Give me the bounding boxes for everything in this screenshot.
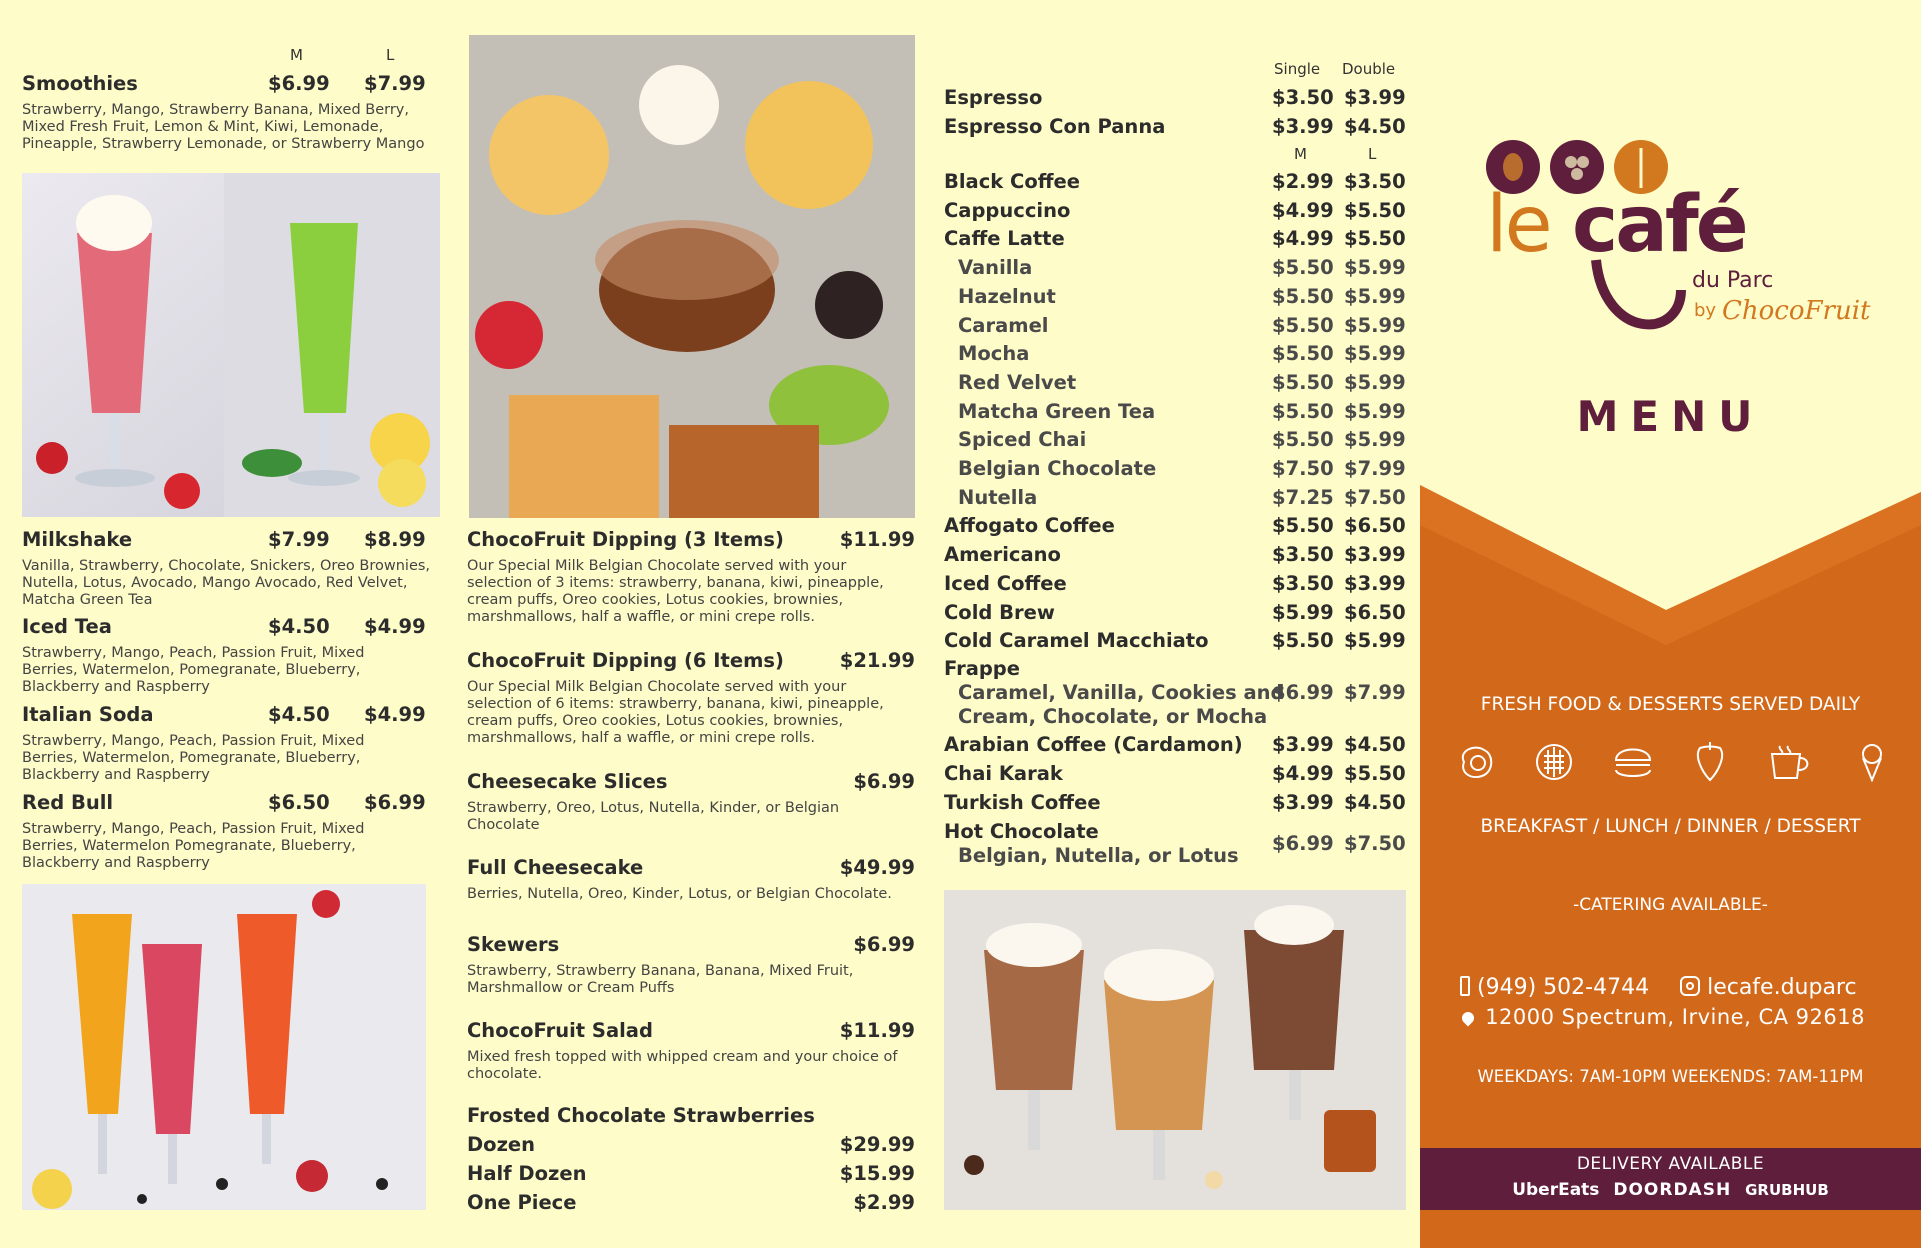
item-name: Affogato Coffee — [944, 514, 1115, 538]
coffee-menu-row — [944, 285, 1404, 313]
item-name: Skewers — [467, 933, 560, 956]
doordash-logo[interactable]: DOORDASH — [1613, 1180, 1732, 1200]
item-name: Hazelnut — [958, 284, 1056, 308]
price-l: $7.99 — [364, 72, 426, 95]
price-double: $4.50 — [1344, 115, 1406, 138]
brand-panel — [1420, 0, 1921, 1248]
italian-soda-desc: Strawberry, Mango, Peach, Passion Fruit, Mixed Berries, Watermelon, Pomegranate, Blueberry, Blackberry and Raspberry — [22, 733, 365, 783]
item-name: Iced Coffee — [944, 571, 1067, 595]
hours-line: WEEKDAYS: 7AM-10PM WEEKENDS: 7AM-11PM — [1477, 1067, 1864, 1086]
item-price: $49.99 — [839, 856, 915, 879]
italian-soda-photo — [22, 884, 426, 1210]
ubereats-logo[interactable]: UberEats — [1512, 1180, 1600, 1200]
price-l: $4.99 — [364, 703, 426, 726]
item-name: Matcha Green Tea — [958, 399, 1156, 423]
fried-egg-icon — [1463, 748, 1491, 777]
price-l: $7.50 — [1344, 832, 1406, 855]
price-l: $3.99 — [1344, 571, 1406, 595]
item-name: Mocha — [958, 342, 1030, 366]
item-options: Cream, Chocolate, or Mocha — [958, 705, 1268, 728]
hot-chocolate-options-row — [944, 832, 1406, 872]
price-m: $6.50 — [268, 791, 330, 814]
coffee-menu-row — [944, 733, 1404, 761]
item-price: $6.99 — [853, 770, 915, 793]
smoothies-desc: Strawberry, Mango, Strawberry Banana, Mixed Berry, Mixed Fresh Fruit, Lemon & Mint, Kiwi, Lemonade, Pineapple, Strawberry Lemonade, or Strawberry Mango — [22, 102, 425, 152]
skewers-row — [467, 933, 915, 959]
price-m: $5.50 — [1272, 399, 1334, 423]
column-coffee — [944, 0, 1414, 1248]
item-price: $6.99 — [853, 933, 915, 956]
item-name: Espresso Con Panna — [944, 115, 1166, 138]
price-l: $4.50 — [1344, 733, 1406, 756]
price-l: $5.99 — [1344, 370, 1406, 394]
location-pin-icon — [1460, 1010, 1477, 1027]
coffee-menu-row — [944, 457, 1404, 485]
size-l-label: L — [386, 46, 395, 64]
price-m: $5.50 — [1272, 313, 1334, 337]
price-m: $6.99 — [268, 72, 330, 95]
phone-icon — [1460, 976, 1470, 996]
item-options: Belgian, Nutella, or Lotus — [958, 844, 1239, 867]
ice-cream-icon — [1863, 745, 1881, 780]
item-options: Caramel, Vanilla, Cookies and — [958, 681, 1285, 704]
dip3-row — [467, 528, 915, 554]
cheesecake-slices-desc: Strawberry, Oreo, Lotus, Nutella, Kinder, or Belgian Chocolate — [467, 800, 840, 833]
item-name: Nutella — [958, 485, 1038, 509]
price-l: $8.99 — [364, 528, 426, 551]
price-m: $6.99 — [1272, 832, 1334, 855]
price-l: $3.99 — [1344, 543, 1406, 567]
price-m: $4.50 — [268, 703, 330, 726]
smoothies-photo — [22, 173, 440, 517]
item-name: Half Dozen — [467, 1162, 587, 1185]
logo-le: le — [1486, 180, 1550, 270]
food-icons-row — [1458, 742, 1898, 782]
item-name: Americano — [944, 543, 1061, 567]
price-l: $6.50 — [1344, 514, 1406, 538]
cheesecake-slices-row — [467, 770, 915, 796]
italian-soda-row — [22, 703, 442, 729]
coffee-menu-row — [944, 170, 1404, 198]
item-name: Red Bull — [22, 791, 114, 814]
item-name: Cold Caramel Macchiato — [944, 629, 1209, 653]
item-name: Iced Tea — [22, 615, 112, 638]
coffee-menu-row — [944, 543, 1404, 571]
item-name: Milkshake — [22, 528, 133, 551]
espresso-row — [944, 86, 1404, 114]
delivery-title: DELIVERY AVAILABLE — [1576, 1154, 1765, 1174]
dip6-row — [467, 649, 915, 675]
delivery-partners — [1420, 1180, 1921, 1200]
iced-tea-desc: Strawberry, Mango, Peach, Passion Fruit, Mixed Berries, Watermelon, Pomegranate, Blueberry, Blackberry and Raspberry — [22, 645, 365, 695]
size-m-label: M — [290, 46, 303, 64]
price-l: $5.99 — [1344, 629, 1406, 653]
logo — [1486, 140, 1871, 360]
price-l: $3.50 — [1344, 170, 1406, 193]
item-name: ChocoFruit Dipping (6 Items) — [467, 649, 784, 672]
coffee-menu-row — [944, 314, 1404, 342]
coffee-menu-row — [944, 400, 1404, 428]
price-l: $6.50 — [1344, 600, 1406, 624]
frappe-options-row-2 — [944, 705, 1404, 733]
menu-title: MENU — [1576, 392, 1765, 441]
dip3-desc: Our Special Milk Belgian Chocolate served with your selection of 3 items: strawberry, banana, kiwi, pineapple, cream puffs, Oreo cookies, Lotus cookies, brownies, marshmallows, half a waffle, or mini crepe rolls. — [467, 558, 884, 625]
item-name: Caramel — [958, 313, 1049, 337]
full-cheesecake-row — [467, 856, 915, 882]
price-m: $5.50 — [1272, 428, 1334, 452]
meals-line: BREAKFAST / LUNCH / DINNER / DESSERT — [1480, 816, 1861, 837]
price-m: $4.99 — [1272, 227, 1334, 251]
item-name: ChocoFruit Salad — [467, 1019, 653, 1042]
price-l: $5.99 — [1344, 428, 1406, 452]
price-m: $7.25 — [1272, 485, 1334, 509]
logo-cafe: café — [1572, 180, 1746, 270]
coffee-menu-row — [944, 514, 1404, 542]
milkshake-desc: Vanilla, Strawberry, Chocolate, Snickers, Oreo Brownies, Nutella, Lotus, Avocado, Mango Avocado, Red Velvet, Matcha Green Tea — [22, 558, 431, 608]
smoothies-row — [22, 72, 442, 98]
burger-icon — [1616, 750, 1650, 777]
item-price: $2.99 — [853, 1191, 915, 1214]
item-name: Espresso — [944, 86, 1043, 109]
coffee-menu-row — [944, 791, 1404, 819]
coffee-menu-row — [944, 342, 1404, 370]
catering-line: -CATERING AVAILABLE- — [1573, 895, 1768, 915]
coffee-menu-row — [944, 371, 1404, 399]
item-name: Arabian Coffee (Cardamon) — [944, 733, 1243, 756]
logo-chocofruit: ChocoFruit — [1722, 296, 1871, 326]
price-l: $7.99 — [1344, 681, 1406, 704]
item-name: Smoothies — [22, 72, 138, 95]
salad-row — [467, 1019, 915, 1045]
instagram-handle[interactable]: lecafe.duparc — [1707, 975, 1857, 1000]
price-l: $4.99 — [364, 615, 426, 638]
price-l: $7.50 — [1344, 485, 1406, 509]
item-name: ChocoFruit Dipping (3 Items) — [467, 528, 784, 551]
espresso-con-panna-row — [944, 115, 1404, 143]
price-m: $5.50 — [1272, 342, 1334, 366]
address[interactable]: 12000 Spectrum, Irvine, CA 92618 — [1485, 1005, 1865, 1029]
frosted-title — [467, 1104, 915, 1130]
frosted-one-piece-row — [467, 1191, 915, 1217]
price-double: $3.99 — [1344, 86, 1406, 109]
price-m: $3.50 — [1272, 543, 1334, 567]
price-single: $3.50 — [1272, 86, 1334, 109]
item-price: $15.99 — [839, 1162, 915, 1185]
frosted-dozen-row — [467, 1133, 915, 1159]
coffee-menu-row — [944, 227, 1404, 255]
chocofruit-dipping-photo — [469, 35, 915, 518]
size-double-label: Double — [1342, 60, 1396, 78]
skewers-desc: Strawberry, Strawberry Banana, Banana, Mixed Fruit, Marshmallow or Cream Puffs — [467, 963, 854, 996]
coffee-cup-icon — [1772, 746, 1807, 778]
item-name: Chai Karak — [944, 762, 1063, 785]
salad-desc: Mixed fresh topped with whipped cream and your choice of chocolate. — [467, 1049, 898, 1082]
hot-drinks-photo — [944, 890, 1406, 1210]
strawberry-icon — [1698, 742, 1722, 780]
coffee-menu-row — [944, 256, 1404, 284]
item-name: Spiced Chai — [958, 428, 1087, 452]
price-m: $4.99 — [1272, 198, 1334, 222]
price-m: $3.99 — [1272, 791, 1334, 814]
full-cheesecake-desc: Berries, Nutella, Oreo, Kinder, Lotus, or Belgian Chocolate. — [467, 886, 892, 902]
item-price: $29.99 — [839, 1133, 915, 1156]
dip6-desc: Our Special Milk Belgian Chocolate served with your selection of 6 items: strawberry, banana, kiwi, pineapple, cream puffs, Oreo cookies, Lotus cookies, brownies, marshmallows, half a waffle, or mini crepe rolls. — [467, 679, 884, 746]
price-m: $5.50 — [1272, 284, 1334, 308]
price-m: $6.99 — [1272, 681, 1334, 704]
item-name: Italian Soda — [22, 703, 154, 726]
price-l: $5.99 — [1344, 256, 1406, 280]
price-m: $7.50 — [1272, 457, 1334, 480]
waffle-icon — [1537, 745, 1571, 779]
coffee-menu-row — [944, 199, 1404, 227]
price-m: $5.50 — [1272, 256, 1334, 280]
item-price: $21.99 — [839, 649, 915, 672]
price-m: $5.50 — [1272, 514, 1334, 538]
price-m: $4.50 — [268, 615, 330, 638]
tagline: FRESH FOOD & DESSERTS SERVED DAILY — [1480, 694, 1861, 715]
column-drinks — [22, 0, 442, 1248]
logo-du-parc: du Parc — [1692, 268, 1774, 293]
coffee-menu-row — [944, 629, 1404, 657]
item-name: Turkish Coffee — [944, 791, 1101, 814]
coffee-menu-row — [944, 572, 1404, 600]
item-name: Black Coffee — [944, 170, 1080, 193]
price-l: $5.99 — [1344, 284, 1406, 308]
coffee-menu-row — [944, 601, 1404, 629]
milkshake-row — [22, 528, 442, 554]
contact-row — [1460, 975, 1900, 1005]
item-name: One Piece — [467, 1191, 577, 1214]
item-name: Belgian Chocolate — [958, 457, 1157, 480]
item-price: $11.99 — [839, 1019, 915, 1042]
price-l: $5.50 — [1344, 762, 1406, 785]
item-name: Full Cheesecake — [467, 856, 644, 879]
item-name: Frappe — [944, 657, 1020, 680]
price-m: $5.50 — [1272, 370, 1334, 394]
item-name: Cheesecake Slices — [467, 770, 668, 793]
price-l: $6.99 — [364, 791, 426, 814]
price-m: $3.50 — [1272, 571, 1334, 595]
red-bull-desc: Strawberry, Mango, Peach, Passion Fruit, Mixed Berries, Watermelon Pomegranate, Blueberry, Blackberry and Raspberry — [22, 821, 365, 871]
size-m-label: M — [1294, 145, 1307, 163]
address-row — [1460, 1005, 1900, 1029]
item-name: Vanilla — [958, 256, 1033, 280]
grubhub-logo[interactable]: GRUBHUB — [1745, 1181, 1829, 1199]
price-m: $2.99 — [1272, 170, 1334, 193]
price-m: $5.50 — [1272, 629, 1334, 653]
item-name: Dozen — [467, 1133, 536, 1156]
red-bull-row — [22, 791, 442, 817]
iced-tea-row — [22, 615, 442, 641]
coffee-menu-row — [944, 428, 1404, 456]
price-l: $5.99 — [1344, 313, 1406, 337]
item-name: Frosted Chocolate Strawberries — [467, 1104, 815, 1127]
price-l: $5.99 — [1344, 342, 1406, 366]
item-name: Cappuccino — [944, 198, 1071, 222]
price-l: $5.50 — [1344, 198, 1406, 222]
coffee-menu-row — [944, 762, 1404, 790]
logo-by: by — [1694, 300, 1717, 321]
coffee-menu-row — [944, 486, 1404, 514]
item-price: $11.99 — [839, 528, 915, 551]
item-name: Red Velvet — [958, 370, 1077, 394]
instagram-icon — [1680, 976, 1700, 996]
size-l-label: L — [1368, 145, 1377, 163]
phone-number[interactable]: (949) 502-4744 — [1477, 975, 1650, 1000]
price-m: $5.99 — [1272, 600, 1334, 624]
frosted-half-dozen-row — [467, 1162, 915, 1188]
item-name: Cold Brew — [944, 600, 1055, 624]
price-l: $4.50 — [1344, 791, 1406, 814]
food-icons — [1458, 742, 1898, 782]
price-l: $5.99 — [1344, 399, 1406, 423]
price-l: $7.99 — [1344, 457, 1406, 480]
price-m: $7.99 — [268, 528, 330, 551]
item-name: Hot Chocolate — [944, 820, 1099, 843]
price-m: $3.99 — [1272, 733, 1334, 756]
price-single: $3.99 — [1272, 115, 1334, 138]
column-desserts — [467, 0, 915, 1248]
size-single-label: Single — [1274, 60, 1321, 78]
price-l: $5.50 — [1344, 227, 1406, 251]
price-m: $4.99 — [1272, 762, 1334, 785]
item-name: Caffe Latte — [944, 227, 1065, 251]
